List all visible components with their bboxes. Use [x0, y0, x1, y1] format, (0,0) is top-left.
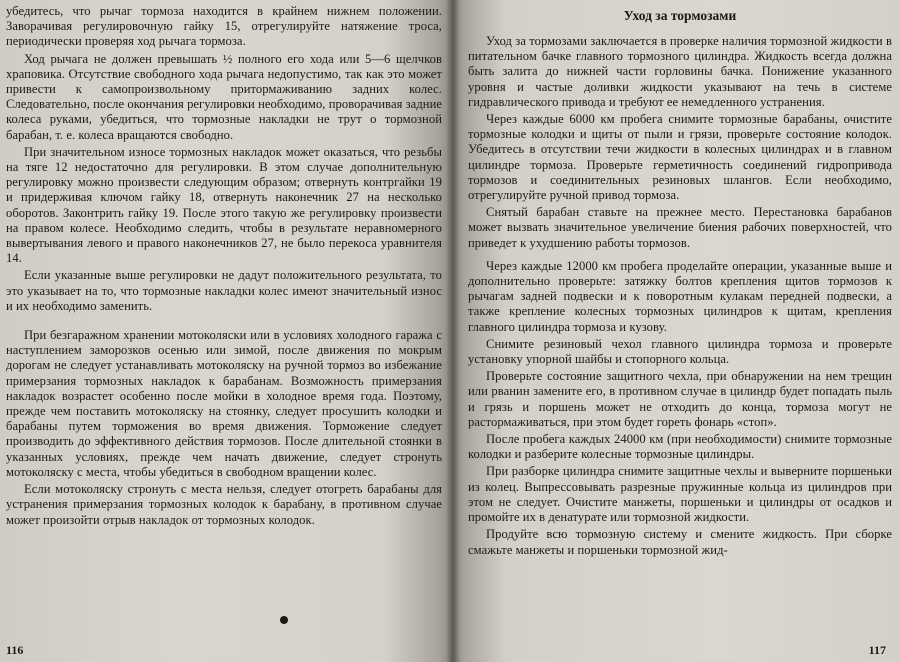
right-page [452, 0, 900, 662]
page-number: 116 [6, 643, 24, 657]
paragraph-gap [6, 316, 442, 328]
section-heading: Уход за тормозами [623, 8, 737, 23]
paragraph: Снимите резиновый чехол главного цилиндра тормоза и проверьте установку упорной шайбы и стопорного кольца. [468, 336, 892, 367]
paragraph: Если мотоколяску стронуть с места нельзя, следует отогреть барабаны для устранения примерзания тормозных колодок к барабану, в противном случае может произойти отрыв накладок от тормозных колодок. [6, 482, 442, 527]
paragraph: После пробега каждых 24000 км (при необходимости) снимите тормозные колодки и разберите колесные тормозные цилиндры. [468, 432, 892, 462]
paragraph: При значительном износе тормозных накладок может оказаться, что резьбы на тяге 12 недостаточно для регулировки. В этом случае дополнительную регулировку можно произвести следующим образом; отвернуть контргайки 19 и придерживая ключом гайку 18, отвернуть наконечник 27 на несколько оборотов. Законтрить гайку 19. После этого такую же регулировку произвести на правом колесе. Необходимо следить, чтобы в результате неравномерного вывертывания левого и правого наконечников 27, не было перекоса уравнителя 14. [6, 144, 442, 266]
paragraph: Если указанные выше регулировки не дадут положительного результата, то это указывает на то, что тормозные накладки колес имеют значительный износ и их необходимо заменить. [6, 268, 442, 313]
paragraph: Через каждые 6000 км пробега снимите тормозные барабаны, очистите тормозные колодки и щиты от пыли и грязи, проверьте состояние колодок. Убедитесь в отсутствии течи жидкости в колесных цилиндрах и в главном цилиндре тормоза. Проверьте герметичность соединений гидропривода тормозов и соединительных резиновых шлангов. Если необходимо, отрегулируйте ручной привод тормоза. [468, 112, 892, 203]
paragraph: убедитесь, что рычаг тормоза находится в крайнем нижнем положении. Заворачивая регулировочную гайку 15, отрегулируйте натяжение троса, периодически проверяя ход рычага тормоза. [6, 4, 442, 49]
paragraph: Продуйте всю тормозную систему и смените жидкость. При сборке смажьте манжеты и поршеньки тормозной жид- [468, 527, 892, 557]
paragraph: Уход за тормозами заключается в проверке наличия тормозной жидкости в питательном бачке главного тормозного цилиндра. Жидкость всегда должна быть залита до нижней части горловины бачка. Понижение указанного уровня и частые доливки жидкости указывают на течь в системе гидравлического привода и требуют ее немедленного устранения. [468, 34, 892, 109]
page-number: 117 [868, 643, 886, 657]
paragraph: При разборке цилиндра снимите защитные чехлы и выверните поршеньки из колец. Выпрессовывать разрезные пружинные кольца из цилиндров при этом не следует. Очистите манжеты, поршеньки и цилиндры от осадков и промойте их в денатурате или тормозной жидкости. [468, 464, 892, 525]
paragraph: При безгаражном хранении мотоколяски или в условиях холодного гаража с наступлением заморозков осенью или зимой, после движения по мокрым дорогам не следует устанавливать мотоколяску на ручной тормоз во избежание примерзания тормозных накладок к барабанам. Возможность примерзания накладок возрастет особенно после мойки в холодное время года. Поэтому, прежде чем поставить мотоколяску на стоянку, следует просушить колодки и барабаны путем торможения во время движения. Торможение следует производить до эффективного действия тормозов. После длительной стоянки в указанных условиях, прежде чем начать движение, следует стронуть мотоколяску с места, чтобы убедиться в свободном вращении колес. [6, 328, 442, 479]
paragraph: Снятый барабан ставьте на прежнее место. Перестановка барабанов может вызвать значительное увеличение биения рабочих поверхностей, что приведет к ухудшению работы тормозов. [468, 205, 892, 250]
paragraph: Через каждые 12000 км пробега проделайте операции, указанные выше и дополнительно проверьте: затяжку болтов крепления щитов тормозов к рычагам задней подвески и к поворотным кулакам передней подвески, а также крепление колесных тормозных цилиндров к щитам, крепления главного цилиндра тормоза и кузову. [468, 258, 892, 334]
paragraph: Ход рычага не должен превышать ½ полного его хода или 5—6 щелчков храповика. Отсутствие свободного хода рычага недопустимо, так как это может привести к самопроизвольному притормаживанию задних колес. Следовательно, после окончания регулировки необходимо, проворачивая задние колеса руками, убедиться, что тормозные накладки не трут о тормозной барабан, т. е. колеса вращаются свободно. [6, 51, 442, 142]
paragraph: Проверьте состояние защитного чехла, при обнаружении на нем трещин или рванин замените его, в противном случае в цилиндр будет попадать пыль и грязь и поршень может не отходить до конца, тормоза могут не растормаживаться, при этом будет гореть фонарь «стоп». [468, 369, 892, 429]
ink-speck [280, 616, 288, 624]
